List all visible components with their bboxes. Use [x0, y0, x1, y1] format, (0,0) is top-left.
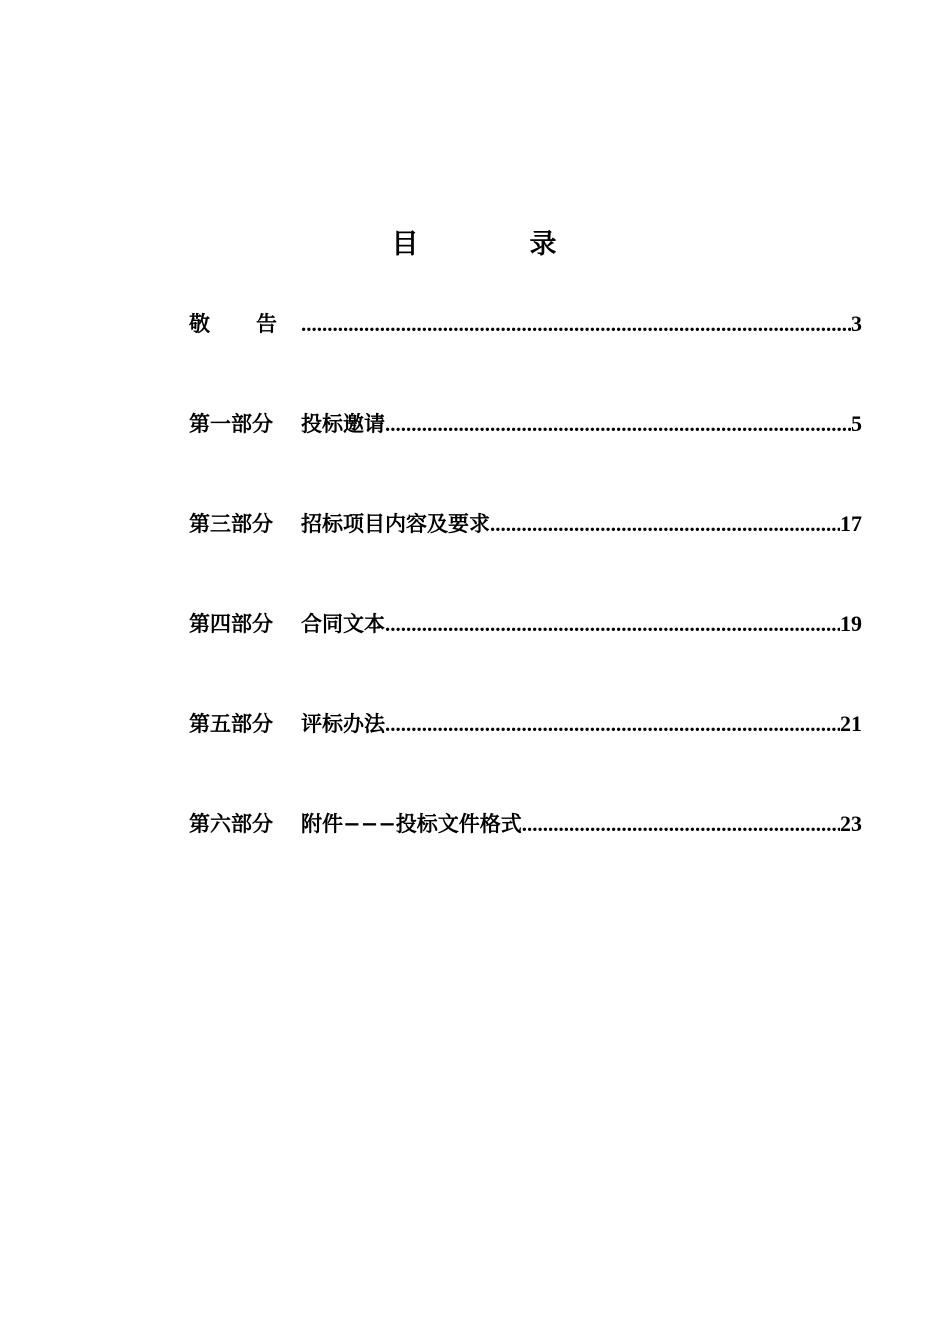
toc-dot-leader — [385, 412, 851, 437]
toc-entry-part: 第三部分 — [189, 511, 273, 536]
toc-entry-page-number: 21 — [840, 711, 862, 736]
toc-entry-title: 合同文本 — [301, 611, 385, 636]
toc-entry-part: 第五部分 — [189, 711, 273, 736]
toc-list — [189, 308, 862, 908]
toc-entry-title: 评标办法 — [301, 711, 385, 736]
toc-entry-page-number: 3 — [851, 311, 862, 336]
toc-entry-notice[interactable] — [189, 308, 862, 408]
toc-dot-leader — [385, 612, 840, 637]
toc-entry-part-1[interactable] — [189, 408, 862, 508]
toc-entry-part: 第一部分 — [189, 411, 273, 436]
toc-entry-part — [189, 308, 277, 338]
toc-entry-part: 第四部分 — [189, 611, 273, 636]
toc-entry-part-5[interactable] — [189, 708, 862, 808]
toc-dot-leader — [490, 512, 840, 537]
toc-entry-part: 第六部分 — [189, 811, 273, 836]
toc-title: 目 录 — [391, 229, 599, 260]
toc-entry-part-char: 告 — [256, 311, 277, 336]
toc-entry-title: 附件−−−投标文件格式 — [301, 811, 522, 836]
toc-entry-page-number: 5 — [851, 411, 862, 436]
toc-dot-leader — [385, 712, 840, 737]
toc-entry-part-3[interactable] — [189, 508, 862, 608]
toc-entry-part-6[interactable] — [189, 808, 862, 908]
toc-entry-title: 投标邀请 — [301, 411, 385, 436]
toc-entry-part-4[interactable] — [189, 608, 862, 708]
toc-entry-part-char: 敬 — [189, 311, 210, 336]
toc-entry-page-number: 19 — [840, 611, 862, 636]
toc-dot-leader — [522, 812, 840, 837]
toc-entry-page-number: 17 — [840, 511, 862, 536]
toc-entry-page-number: 23 — [840, 811, 862, 836]
toc-entry-title: 招标项目内容及要求 — [301, 511, 490, 536]
toc-dot-leader — [301, 312, 851, 337]
